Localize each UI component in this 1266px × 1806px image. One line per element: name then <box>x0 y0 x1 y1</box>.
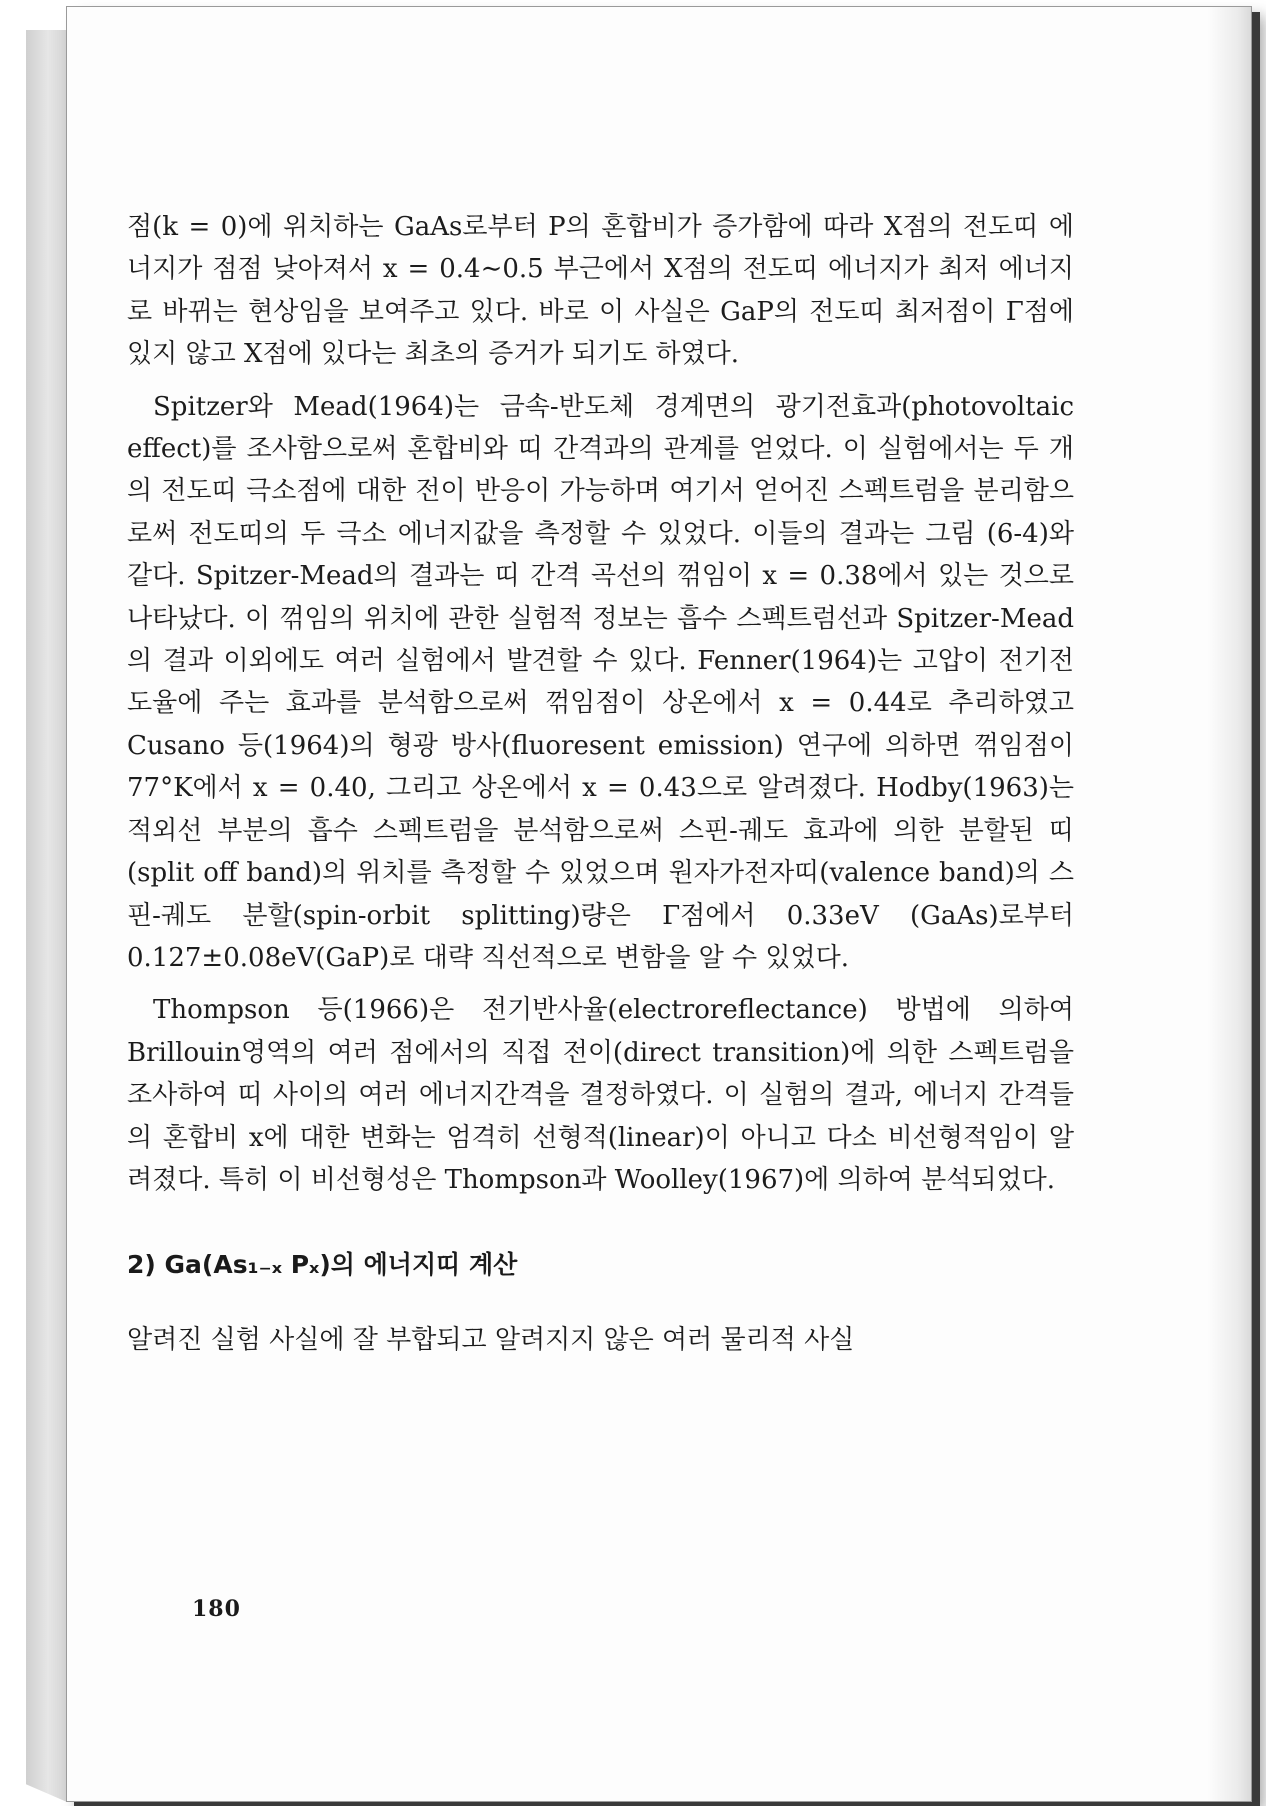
paragraph-3: Thompson 등(1966)은 전기반사율(electroreflectance) 방법에 의하여 Brillouin영역의 여러 점에서의 직접 전이(direct transition)에 의한 스펙트럼을 조사하여 띠 사이의 여러 에너지간격을 결정하였다. 이 실험의 결과, 에너지 간격들의 혼합비 x에 대한 변화는 엄격히 선형적(linear)이 아니고 다소 비선형적임이 알려졌다. 특히 이 비선형성은 Thompson과 Woolley(1967)에 의하여 분석되었다. <box>127 995 1074 1195</box>
page-shadow <box>1207 7 1251 1801</box>
paragraph-2: Spitzer와 Mead(1964)는 금속-반도체 경계면의 광기전효과(photovoltaic effect)를 조사함으로써 혼합비와 띠 간격과의 관계를 얻었다. 이 실험에서는 두 개의 전도띠 극소점에 대한 전이 반응이 가능하며 여기서 얻어진 스펙트럼을 분리함으로써 전도띠의 두 극소 에너지값을 측정할 수 있었다. 이들의 결과는 그림 (6-4)와 같다. Spitzer-Mead의 결과는 띠 간격 곡선의 꺾임이 x = 0.38에서 있는 것으로 나타났다. 이 꺾임의 위치에 관한 실험적 정보는 흡수 스펙트럼선과 Spitzer-Mead의 결과 이외에도 여러 실험에서 발견할 수 있다. Fenner(1964)는 고압이 전기전도율에 주는 효과를 분석함으로써 꺾임점이 상온에서 x = 0.44로 추리하였고 Cusano 등(1964)의 형광 방사(fluoresent emission) 연구에 의하면 꺾임점이 77°K에서 x = 0.40, 그리고 상온에서 x = 0.43으로 알려졌다. Hodby(1963)는 적외선 부분의 흡수 스펙트럼을 분석함으로써 스핀-궤도 효과에 의한 분할된 띠(split off band)의 위치를 측정할 수 있었으며 원자가전자띠(valence band)의 스핀-궤도 분할(spin-orbit splitting)량은 Γ점에서 0.33eV (GaAs)로부터 0.127±0.08eV(GaP)로 대략 직선적으로 변함을 알 수 있었다. <box>127 391 1074 973</box>
section-heading: 2) Ga(As₁₋ₓ Pₓ)의 에너지띠 계산 <box>127 1250 518 1280</box>
book-edge <box>26 30 67 1802</box>
paragraph-1: 점(k = 0)에 위치하는 GaAs로부터 P의 혼합비가 증가함에 따라 X점의 전도띠 에너지가 점점 낮아져서 x = 0.4∼0.5 부근에서 X점의 전도띠 에너지가 최저 에너지로 바뀌는 현상임을 보여주고 있다. 바로 이 사실은 GaP의 전도띠 최저점이 Γ점에 있지 않고 X점에 있다는 최초의 증거가 되기도 하였다. <box>127 212 1074 370</box>
page-body <box>127 206 1074 1372</box>
paragraph-4: 알려진 실험 사실에 잘 부합되고 알려지지 않은 여러 물리적 사실 <box>127 1325 855 1356</box>
page-number: 180 <box>192 1596 241 1622</box>
